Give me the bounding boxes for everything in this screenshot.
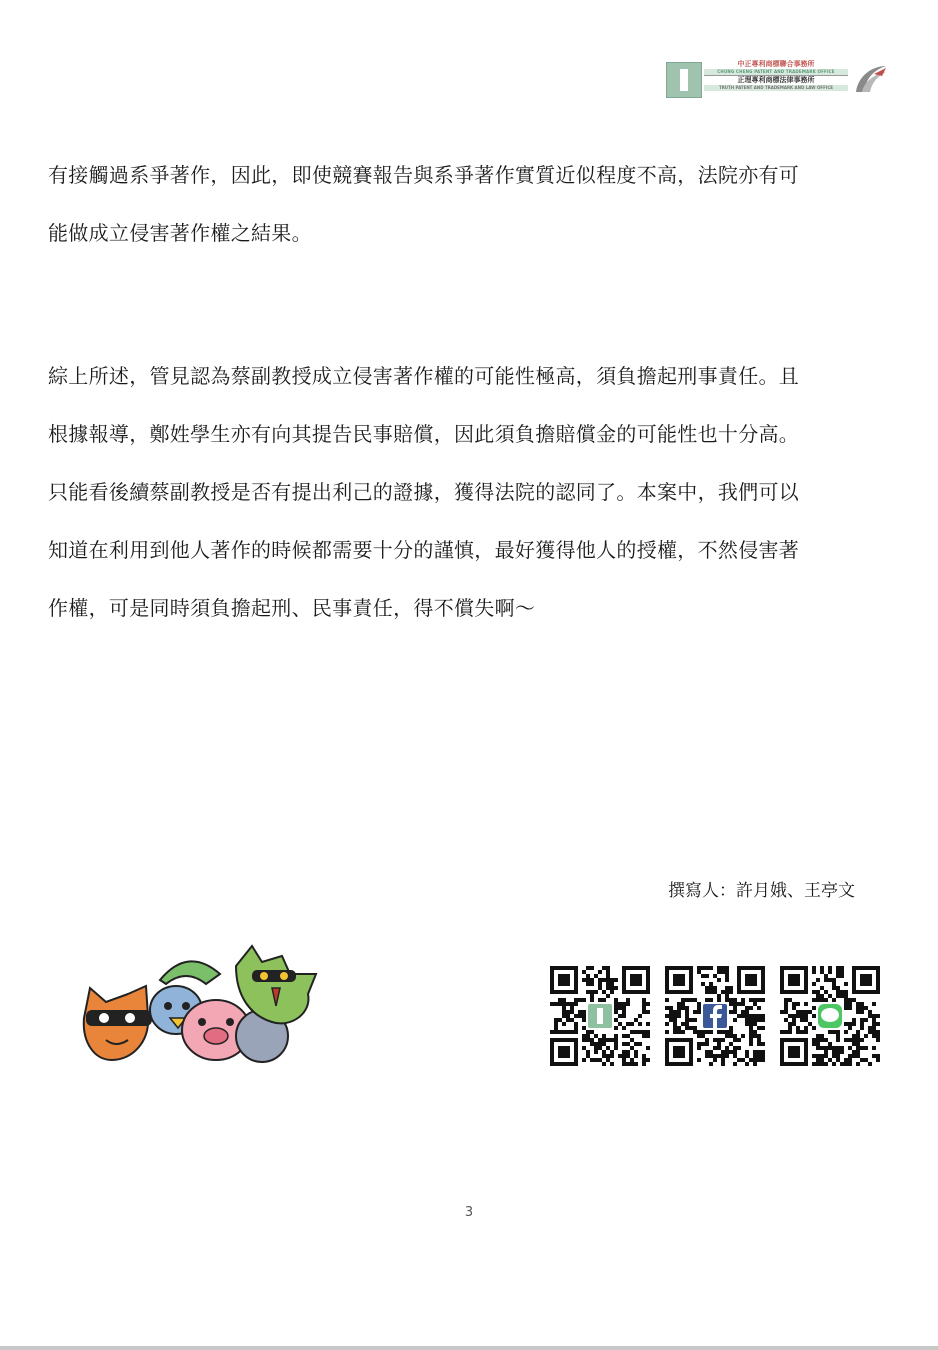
- line-icon: [818, 1004, 842, 1028]
- paragraph-line: 只能看後續蔡副教授是否有提出利己的證據，獲得法院的認同了。本案中，我們可以: [48, 480, 800, 504]
- qr-code-pattern: [780, 966, 880, 1066]
- paragraph-conclusion-start: [48, 146, 888, 262]
- paragraph-line: 根據報導，鄭姓學生亦有向其提告民事賠償，因此須負擔賠償金的可能性也十分高。: [48, 422, 800, 446]
- qr-code-pattern: [665, 966, 765, 1066]
- author-line: 撰寫人：許月娥、王亭文: [668, 881, 855, 901]
- mascot-characters-illustration: [76, 944, 326, 1068]
- paragraph-line: 知道在利用到他人著作的時候都需要十分的謹慎，最好獲得他人的授權，不然侵害著: [48, 538, 800, 562]
- firm-name-2: 正理專利商標法律事務所: [704, 75, 848, 85]
- qr-code-pattern: [550, 966, 650, 1066]
- page-bottom-edge: [0, 1346, 938, 1350]
- office-logo-icon: [588, 1004, 612, 1028]
- qr-code-office[interactable]: [550, 966, 650, 1066]
- firm-name-2-en: TRUTH PATENT AND TRADEMARK AND LAW OFFICE: [704, 85, 848, 91]
- facebook-icon: [703, 1004, 727, 1028]
- firm-emblem-icon: [666, 62, 702, 98]
- paragraph-summary: [48, 347, 888, 637]
- firm-name-1: 中正專利商標聯合事務所: [737, 60, 815, 68]
- paragraph-line: 能做成立侵害著作權之結果。: [48, 221, 312, 245]
- swoosh-logo-icon: [852, 62, 888, 96]
- firm-names: [704, 60, 848, 91]
- page-number: 3: [464, 1205, 474, 1220]
- paragraph-line: 有接觸過系爭著作，因此，即使競賽報告與系爭著作實質近似程度不高，法院亦有可: [48, 163, 800, 187]
- qr-code-line[interactable]: [780, 966, 880, 1066]
- qr-code-facebook[interactable]: [665, 966, 765, 1066]
- firm-logo: [666, 60, 890, 98]
- paragraph-line: 綜上所述，管見認為蔡副教授成立侵害著作權的可能性極高，須負擔起刑事責任。且: [48, 364, 800, 388]
- firm-name-1-en: CHUNG CHENG PATENT AND TRADEMARK OFFICE: [704, 69, 848, 75]
- paragraph-line: 作權，可是同時須負擔起刑、民事責任，得不償失啊～: [48, 596, 536, 620]
